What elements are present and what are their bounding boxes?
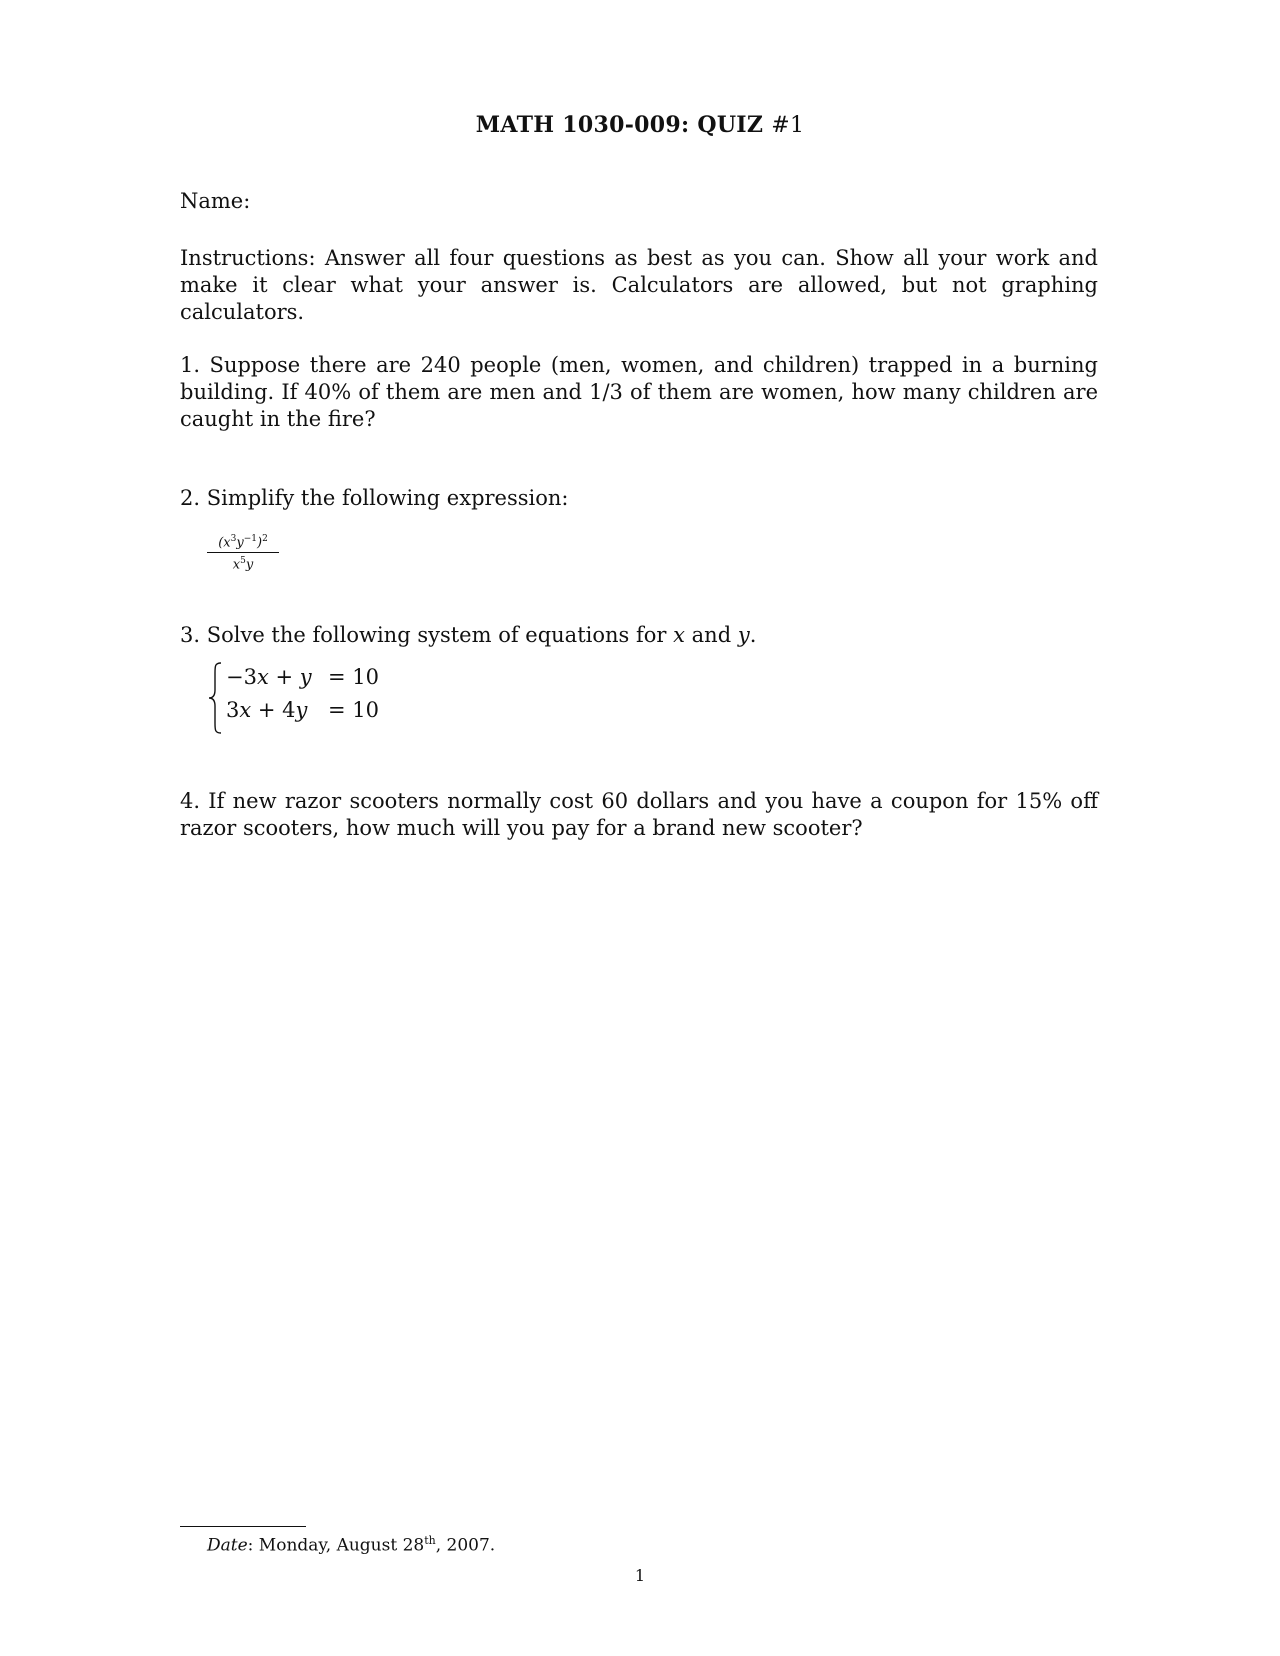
date-label: Date	[207, 1535, 248, 1556]
date-footnote: Date: Monday, August 28th, 2007.	[207, 1534, 496, 1556]
question-2: 2. Simplify the following expression:	[180, 486, 569, 510]
page-title	[0, 112, 1280, 138]
quiz-number: #1	[771, 113, 805, 138]
variable-x: x	[673, 623, 685, 647]
question-4: 4. If new razor scooters normally cost 60 dollars and you have a coupon for 15% off razor scooters, how much will you pay for a brand new scooter?	[180, 789, 1098, 840]
expression-fraction	[207, 531, 279, 574]
name-label: Name:	[180, 189, 251, 213]
equation-rhs: = 10	[328, 698, 379, 722]
footnote-rule	[180, 1526, 306, 1527]
question-3: 3. Solve the following system of equations for x and y.	[180, 623, 757, 647]
left-brace	[208, 661, 222, 735]
equation-row	[226, 698, 426, 728]
page-number: 1	[634, 1566, 646, 1585]
equation-row	[226, 665, 426, 695]
instructions: Instructions: Answer all four questions as best as you can. Show all your work and make it clear what your answer is. Calculators are allowed, but not graphing calculators.	[180, 246, 1098, 324]
variable-y: y	[737, 623, 750, 647]
equation-lhs: 3x + 4y	[226, 698, 308, 722]
fraction-denominator: $x^5y$	[232, 556, 254, 573]
question-1: 1. Suppose there are 240 people (men, women, and children) trapped in a burning building. If 40% of them are men and 1/3 of them are women, how many children are caught in the fire?	[180, 353, 1098, 431]
equation-rhs: = 10	[328, 665, 379, 689]
fraction-numerator: $(x^3y^{-1})^2$	[207, 531, 279, 553]
title-text: MATH 1030-009: QUIZ	[475, 112, 764, 138]
equation-lhs: −3x + y	[226, 665, 312, 689]
